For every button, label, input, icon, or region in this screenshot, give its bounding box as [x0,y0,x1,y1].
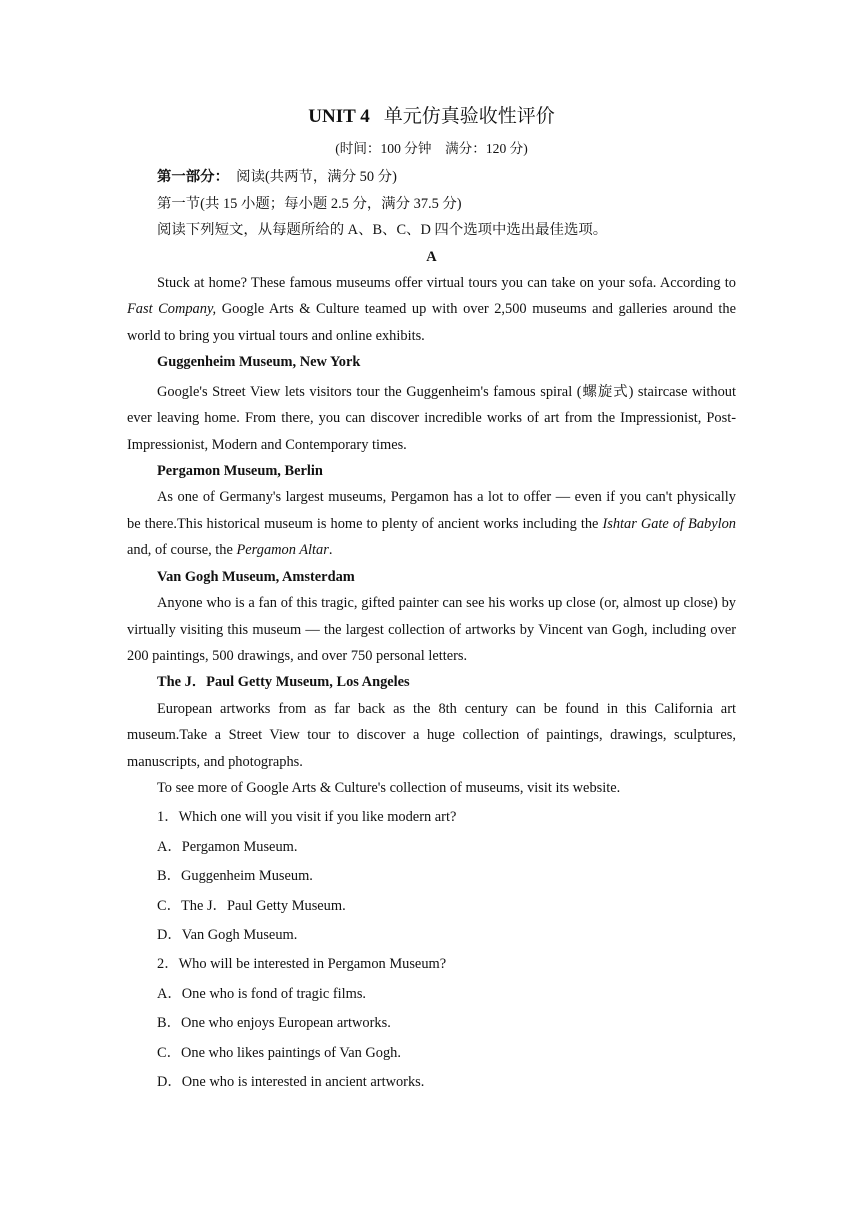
section-one-heading: 第一节(共 15 小题；每小题 2.5 分，满分 37.5 分) [157,195,462,212]
intro-text-2: Google Arts & Culture teamed up with over 2,500 museums and galleries around the world to bring you virtual tours and online exhibits. [127,301,736,344]
title-text: 单元仿真验收性评价 [383,106,555,127]
part-one-heading [127,164,736,190]
question-2-option-c: C．One who likes paintings of Van Gogh. [157,1044,401,1061]
directions: 阅读下列短文，从每题所给的 A、B、C、D 四个选项中选出最佳选项。 [157,222,608,239]
section-heading-guggenheim: Guggenheim Museum, New York [157,354,361,371]
question-1-option-c: C．The J．Paul Getty Museum. [157,897,346,914]
question-1-stem: 1．Which one will you visit if you like modern art? [157,809,457,826]
page-title [127,102,736,132]
section-text-van-gogh: Anyone who is a fan of this tragic, gifted painter can see his works up close (or, almost up close) by virtually visiting this museum — the largest collection of artworks by Vincent van Gogh, including over 200 paintings, 500 drawings, and over 750 personal letters. [127,595,736,664]
question-2-stem: 2．Who will be interested in Pergamon Museum? [157,956,447,973]
intro-text-1: Stuck at home? These famous museums offer virtual tours you can take on your sofa. According to [157,275,736,292]
section-heading-getty: The J．Paul Getty Museum, Los Angeles [157,674,410,691]
question-1-option-a: A．Pergamon Museum. [157,838,298,855]
section-text-pergamon [127,484,736,563]
section-heading-pergamon: Pergamon Museum, Berlin [157,463,323,480]
passage-label: A [426,248,437,265]
pergamon-altar: Pergamon Altar [236,542,329,559]
pergamon-text-1: As one of Germany's largest museums, Pergamon has a lot to offer — even if you can't physically be there.This historical museum is home to plenty of ancient works including the [127,489,736,532]
section-heading-van-gogh: Van Gogh Museum, Amsterdam [157,568,355,585]
question-1-option-b: B．Guggenheim Museum. [157,868,313,885]
unit-label: UNIT 4 [308,106,370,127]
pergamon-text-3: . [328,542,333,559]
question-1-option-d: D．Van Gogh Museum. [157,926,298,943]
question-2-option-d: D．One who is interested in ancient artworks. [157,1074,425,1090]
passage-intro [127,270,736,349]
passage-closing: To see more of Google Arts & Culture's collection of museums, visit its website. [157,779,621,796]
exam-info: (时间：100 分钟 满分：120 分) [335,141,528,156]
question-2-option-a: A．One who is fond of tragic films. [157,985,367,1002]
question-2-option-b: B．One who enjoys European artworks. [157,1015,391,1032]
source-name: Fast Company, [127,301,217,318]
part-one-text: 阅读(共两节，满分 50 分) [236,169,397,186]
page-content [127,102,736,1095]
ishtar-gate: Ishtar Gate of Babylon [602,515,736,532]
pergamon-text-2: and, of course, the [127,542,237,559]
section-text-guggenheim: Google's Street View lets visitors tour the Guggenheim's famous spiral (螺旋式) staircase without ever leaving home. From there, you can discover incredible works of art from the Impressionist, Post-Impressionist, Modern and Contemporary times. [127,383,736,453]
part-one-label: 第一部分： [157,169,229,186]
section-text-getty: European artworks from as far back as the 8th century can be found in this California art museum.Take a Street View tour to discover a huge collection of paintings, drawings, sculptures, manuscripts, and photographs. [127,700,736,770]
